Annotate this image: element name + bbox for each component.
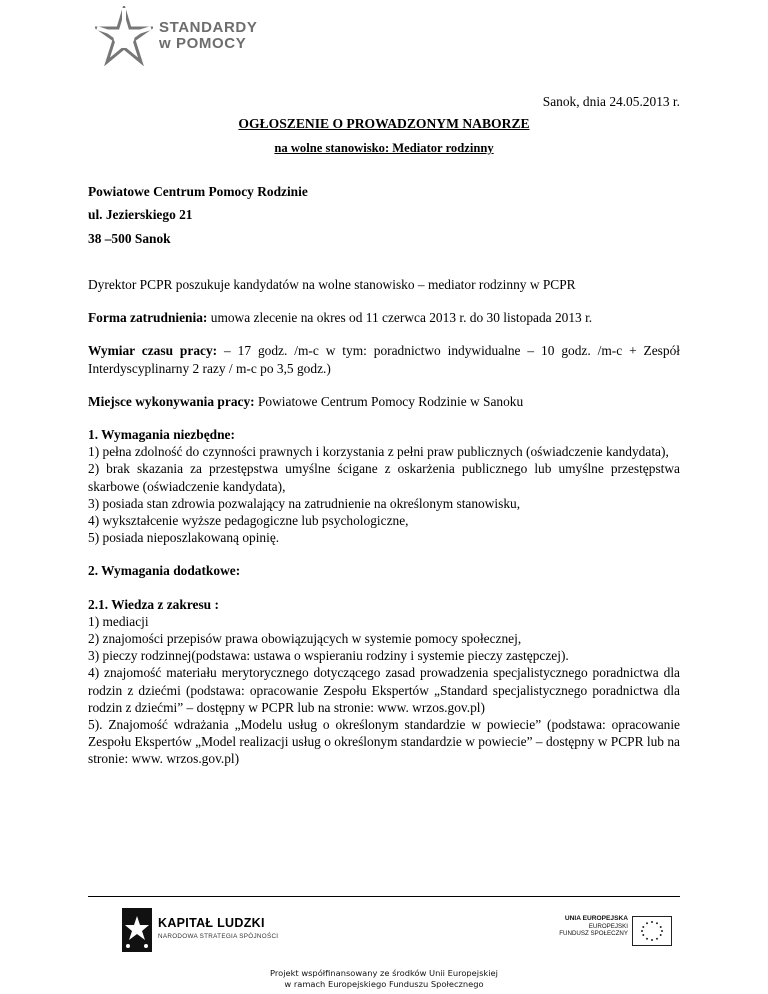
footer-note (0, 968, 768, 990)
footer-divider (88, 896, 680, 897)
section1-item-2: 2) brak skazania za przestępstwa umyślne ścigane z oskarżenia publicznego lub umyślne przestępstwa skarbowe (oświadczenie kandydata), (88, 461, 680, 494)
footer-note-line1: Projekt współfinansowany ze środków Unii Europejskiej (270, 968, 498, 978)
employer-city: 38 –500 Sanok (88, 231, 171, 246)
employment-form-value: umowa zlecenie na okres od 11 czerwca 2013 r. do 30 listopada 2013 r. (210, 310, 593, 326)
employer-name: Powiatowe Centrum Pomocy Rodzinie (88, 184, 308, 199)
employment-form (88, 309, 680, 326)
logo-line2: w POMOCY (159, 35, 247, 52)
section1-item-1: 1) pełna zdolność do czynności prawnych i korzystania z pełni praw publicznych (oświadczenie kandydata), (88, 444, 669, 460)
footer-note-line2: w ramach Europejskiego Funduszu Społecznego (284, 979, 484, 989)
working-time-value: – 17 godz. /m-c w tym: poradnictwo indywidualne – 10 godz. /m-c + Zespół Interdyscyplinarny 2 razy / m-c po 3,5 godz.) (88, 343, 680, 376)
workplace (88, 393, 680, 410)
section2-heading: 2. Wymagania dodatkowe: (88, 563, 241, 579)
section1-item-3: 3) posiada stan zdrowia pozwalający na zatrudnienie na określonym stanowisku, (88, 495, 521, 511)
section1-heading: 1. Wymagania niezbędne: (88, 427, 235, 443)
working-time (88, 342, 680, 376)
star-logo-icon (95, 6, 153, 66)
section2-item-3: 3) pieczy rodzinnej(podstawa: ustawa o wspieraniu rodziny i systemie pieczy zastępczej). (88, 648, 569, 664)
section2-item-1: 1) mediacji (88, 613, 149, 629)
workplace-label: Miejsce wykonywania pracy: (88, 393, 255, 409)
eu-line2: EUROPEJSKI (588, 922, 628, 930)
kl-subtitle: NARODOWA STRATEGIA SPÓJNOŚCI (158, 933, 279, 940)
eu-line3: FUNDUSZ SPOŁECZNY (559, 930, 628, 938)
logo-line1: STANDARDY (159, 19, 258, 36)
standardy-logo (95, 6, 258, 66)
eu-line1: UNIA EUROPEJSKA (564, 915, 628, 922)
section2-subheading: 2.1. Wiedza z zakresu : (88, 596, 219, 612)
eu-logo (530, 915, 674, 949)
logo-text (159, 20, 257, 52)
eu-flag-icon (632, 916, 672, 946)
workplace-value: Powiatowe Centrum Pomocy Rodzinie w Sanoku (257, 393, 524, 409)
section2-item-2: 2) znajomości przepisów prawa obowiązujących w systemie pomocy społecznej, (88, 631, 522, 647)
kapital-ludzki-star-icon (118, 906, 156, 958)
section1-item-4: 4) wykształcenie wyższe pedagogiczne lub psychologiczne, (88, 513, 409, 529)
employer-street: ul. Jezierskiego 21 (88, 207, 193, 222)
document-date: Sanok, dnia 24.05.2013 r. (542, 94, 680, 109)
document-subtitle: na wolne stanowisko: Mediator rodzinny (274, 141, 494, 155)
document-body (88, 182, 680, 768)
kl-title: KAPITAŁ LUDZKI (158, 916, 265, 930)
section2-item-4: 4) znajomość materiału merytorycznego dotyczącego zasad prowadzenia specjalistycznego poradnictwa dla rodzin z dziećmi (podstawa: opracowanie Zespołu Ekspertów „Standard specjalistycznego poradnictwa dla rodzin z dziećmi” – dostępny w PCPR lub na stronie: www. wrzos.gov.pl) (88, 665, 680, 715)
document-title: OGŁOSZENIE O PROWADZONYM NABORZE (238, 116, 530, 131)
working-time-label: Wymiar czasu pracy: (88, 343, 218, 359)
intro-text: Dyrektor PCPR poszukuje kandydatów na wolne stanowisko – mediator rodzinny w PCPR (88, 277, 576, 292)
section2-item-5: 5). Znajomość wdrażania „Modelu usług o określonym standardzie w powiecie” (podstawa: opracowanie Zespołu Ekspertów „Model realizacji usług o określonym standardzie w powiecie” – dostępny w PCPR lub na stronie: www. wrzos.gov.pl) (88, 717, 680, 767)
section1-item-5: 5) posiada nieposzlakowaną opinię. (88, 530, 280, 546)
kapital-ludzki-logo (118, 906, 298, 958)
eu-text (559, 915, 628, 938)
employment-form-label: Forma zatrudnienia: (88, 310, 208, 326)
